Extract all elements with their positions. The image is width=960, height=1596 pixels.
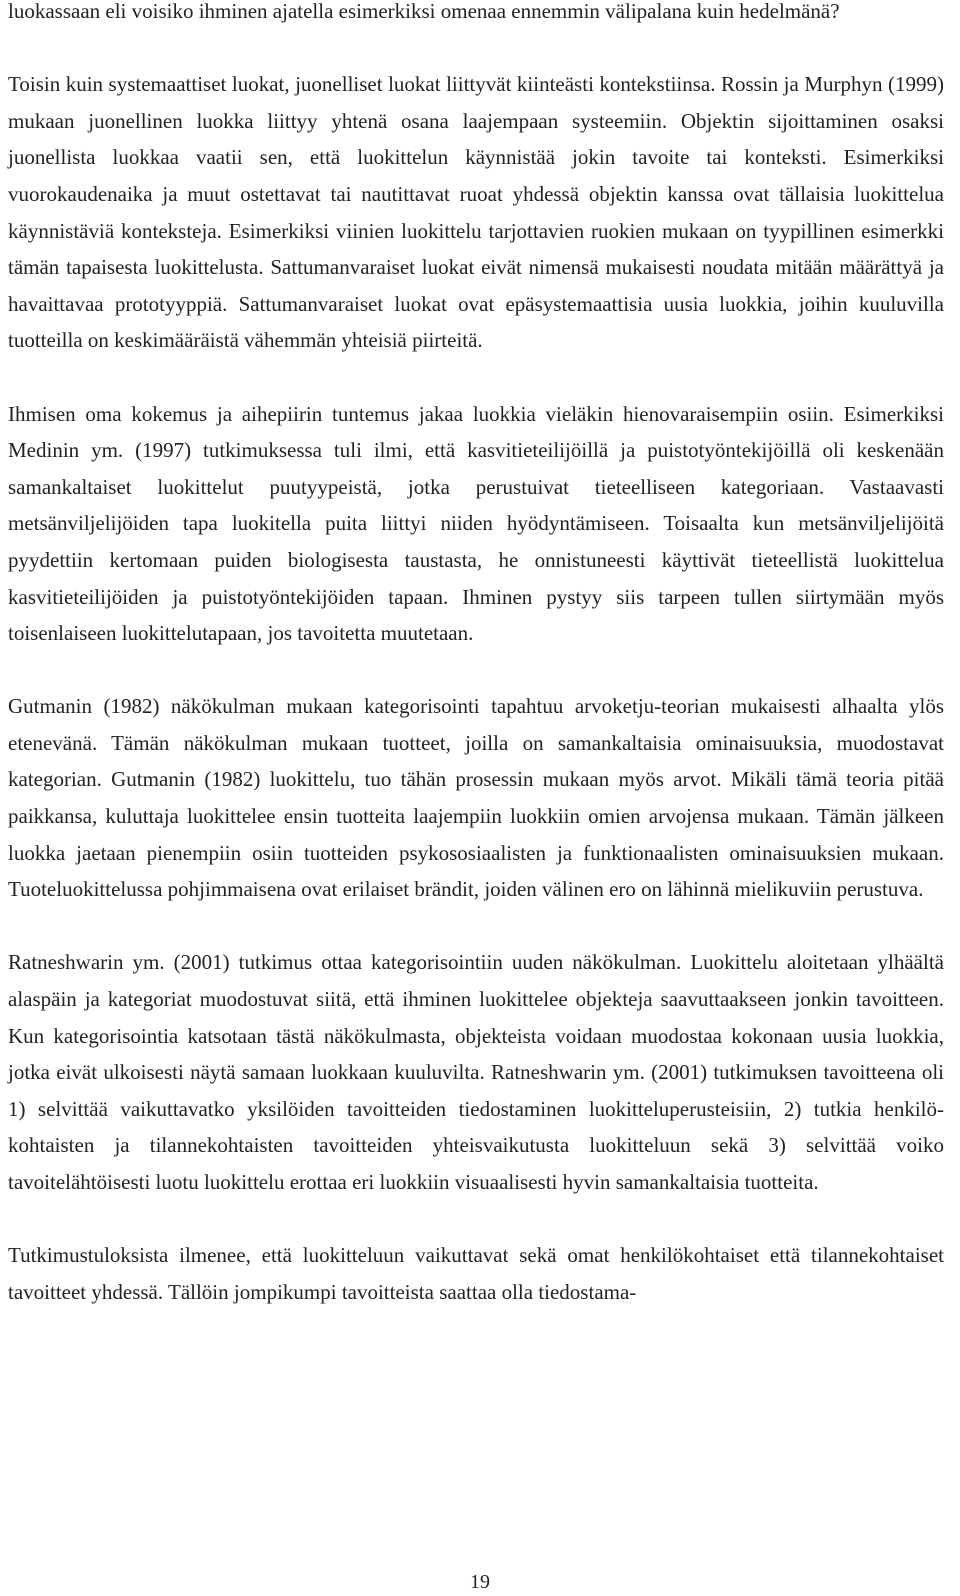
paragraph-1: luokassaan eli voisiko ihminen ajatella esimerkiksi omenaa ennemmin välipalana kuin hedelmänä? — [8, 0, 840, 23]
document-page — [8, 0, 944, 1310]
paragraph-6: Tutkimustuloksista ilmenee, että luokitteluun vaikuttavat sekä omat henkilökohtaiset että tilannekohtaiset tavoitteet yhdessä. Tällöin jompikumpi tavoitteista saattaa olla tiedostama- — [8, 1243, 944, 1304]
page-number: 19 — [470, 1571, 490, 1593]
paragraph-5: Ratneshwarin ym. (2001) tutkimus ottaa kategorisointiin uuden näkökulman. Luokittelu aloitetaan ylhäältä alaspäin ja kategoriat muodostuvat siitä, että ihminen luokittelee objekteja saavuttaakseen jonkin tavoitteen. Kun kategorisointia katsotaan tästä näkökulmasta, objekteista voidaan muodostaa kokonaan uusia luokkia, jotka eivät ulkoisesti näytä samaan luokkaan kuuluvilta. Ratneshwarin ym. (2001) tutkimuksen tavoitteena oli 1) selvittää vaikuttavatko yksilöiden tavoitteiden tiedostaminen luokitteluperusteisiin, 2) tutkia henkilökohtaisten ja tilannekohtaisten tavoitteiden yhteisvaikutusta luokitteluun sekä 3) selvittää voiko tavoitelähtöisesti luotu luokittelu erottaa eri luokkiin visuaalisesti hyvin samankaltaisia tuotteita. — [8, 950, 944, 1194]
paragraph-3: Ihmisen oma kokemus ja aihepiirin tuntemus jakaa luokkia vieläkin hienovaraisempiin osiin. Esimerkiksi Medinin ym. (1997) tutkimuksessa tuli ilmi, että kasvitieteilijöillä ja puistotyöntekijöillä oli keskenään samankaltaiset luokittelut puutyypeistä, jotka perustuivat tieteelliseen kategoriaan. Vastaavasti metsänviljelijöiden tapa luokitella puita liittyi niiden hyödyntämiseen. Toisaalta kun metsänviljelijöitä pyydettiin kertomaan puiden biologisesta taustasta, he onnistuneesti käyttivät tieteellistä luokittelua kasvitieteilijöiden ja puistotyöntekijöiden tapaan. Ihminen pystyy siis tarpeen tullen siirtymään myös toisenlaiseen luokittelutapaan, jos tavoitetta muutetaan. — [8, 401, 944, 646]
paragraph-2: Toisin kuin systemaattiset luokat, juonelliset luokat liittyvät kiinteästi kontekstiinsa. Rossin ja Murphyn (1999) mukaan juonellinen luokka liittyy yhtenä osana laajempaan systeemiin. Objektin sijoittaminen osaksi juonellista luokkaa vaatii sen, että luokittelun käynnistää jokin tavoite tai konteksti. Esimerkiksi vuorokaudenaika ja muut ostettavat tai nautittavat ruoat yhdessä objektin kanssa ovat tällaisia luokittelua käynnistäviä konteksteja. Esimerkiksi viinien luokittelu tarjottavien ruokien mukaan on tyypillinen esimerkki tämän tapaisesta luokittelusta. Sattumanvaraiset luokat eivät nimensä mukaisesti noudata mitään määrättyä ja havaittavaa prototyyppiä. Sattumanvaraiset luokat ovat epäsystemaattisia uusia luokkia, joihin kuuluvilla tuotteilla on keskimääräistä vähemmän yhteisiä piirteitä. — [8, 72, 944, 353]
paragraph-4: Gutmanin (1982) näkökulman mukaan kategorisointi tapahtuu arvoketju-teorian mukaisesti alhaalta ylös etenevänä. Tämän näkökulman mukaan tuotteet, joilla on samankaltaisia ominaisuuksia, muodostavat kategorian. Gutmanin (1982) luokittelu, tuo tähän prosessin mukaan myös arvot. Mikäli tämä teoria pitää paikkansa, kuluttaja luokittelee ensin tuotteita laajempiin luokkiin omien arvojensa mukaan. Tämän jälkeen luokka jaetaan pienempiin osiin tuotteiden psykososiaalisten ja funktionaalisten ominaisuuksien mukaan. Tuoteluokittelussa pohjimmaisena ovat erilaiset brändit, joiden välinen ero on lähinnä mielikuviin perustuva. — [8, 694, 944, 902]
